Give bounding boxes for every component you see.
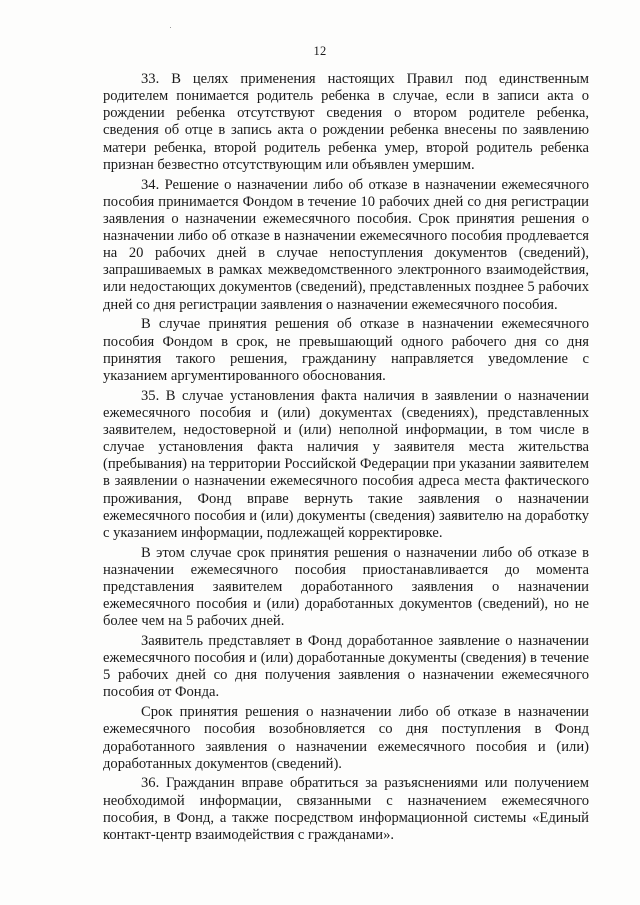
paragraph-36: 36. Гражданин вправе обратиться за разъяснениями или получением необходимой информации, связанными с назначением ежемесячного пособия, в Фонд, а также посредством информационной системы «Единый контакт-центр взаимодействия с гражданами». [103, 775, 589, 843]
paragraph-34: 34. Решение о назначении либо об отказе в назначении ежемесячного пособия принимается Фондом в течение 10 рабочих дней со дня регистрации заявления о назначении ежемесячного пособия. Срок принятия решения о назначении либо об отказе в назначении ежемесячного пособия продлевается на 20 рабочих дней в случае непоступления документов (сведений), запрашиваемых в рамках межведомственного электронного взаимодействия, или недостающих документов (сведений), представленных позднее 5 рабочих дней со дня регистрации заявления о назначении ежемесячного пособия. [103, 176, 589, 313]
paragraph-35-resubmission: Заявитель представляет в Фонд доработанное заявление о назначении ежемесячного пособия и (или) доработанные документы (сведения) в течение 5 рабочих дней со дня получения заявления о назначении ежемесячного пособия от Фонда. [103, 632, 589, 701]
paragraph-33: 33. В целях применения настоящих Правил под единственным родителем понимается родитель ребенка в случае, если в записи акта о рождении ребенка отсутствуют сведения о втором родителе ребенка, сведения об отце в запись акта о рождении ребенка внесены по заявлению матери ребенка, второй родитель ребенка умер, второй родитель ребенка признан безвестно отсутствующим или объявлен умершим. [103, 71, 589, 173]
paragraph-35: 35. В случае установления факта наличия в заявлении о назначении ежемесячного пособия и (или) документах (сведениях), представленных заявителем, недостоверной и (или) неполной информации, в том числе в случае установления факта наличия у заявителя места жительства (пребывания) на территории Российской Федерации при указании заявителем в заявлении о назначении ежемесячного пособия адреса места фактического проживания, Фонд вправе вернуть такие заявления о назначении ежемесячного пособия и (или) документы (сведения) заявителю на доработку с указанием информации, подлежащей корректировке. [103, 387, 589, 541]
paragraph-34-refusal-notice: В случае принятия решения об отказе в назначении ежемесячного пособия Фондом в срок, не превышающий одного рабочего дня со дня принятия такого решения, гражданину направляется уведомление с указанием аргументированного обоснования. [103, 316, 589, 384]
page-number: 12 [313, 44, 327, 58]
scan-speck [170, 27, 171, 28]
paragraph-35-resumption: Срок принятия решения о назначении либо об отказе в назначении ежемесячного пособия возобновляется со дня поступления в Фонд доработанного заявления о назначении ежемесячного пособия и (или) доработанных документов (сведений). [103, 704, 589, 772]
paragraph-35-suspension: В этом случае срок принятия решения о назначении либо об отказе в назначении ежемесячного пособия приостанавливается до момента представления заявителем доработанного заявления о назначении ежемесячного пособия и (или) доработанных документов (сведений), но не более чем на 5 рабочих дней. [103, 544, 589, 630]
document-body [103, 71, 589, 844]
